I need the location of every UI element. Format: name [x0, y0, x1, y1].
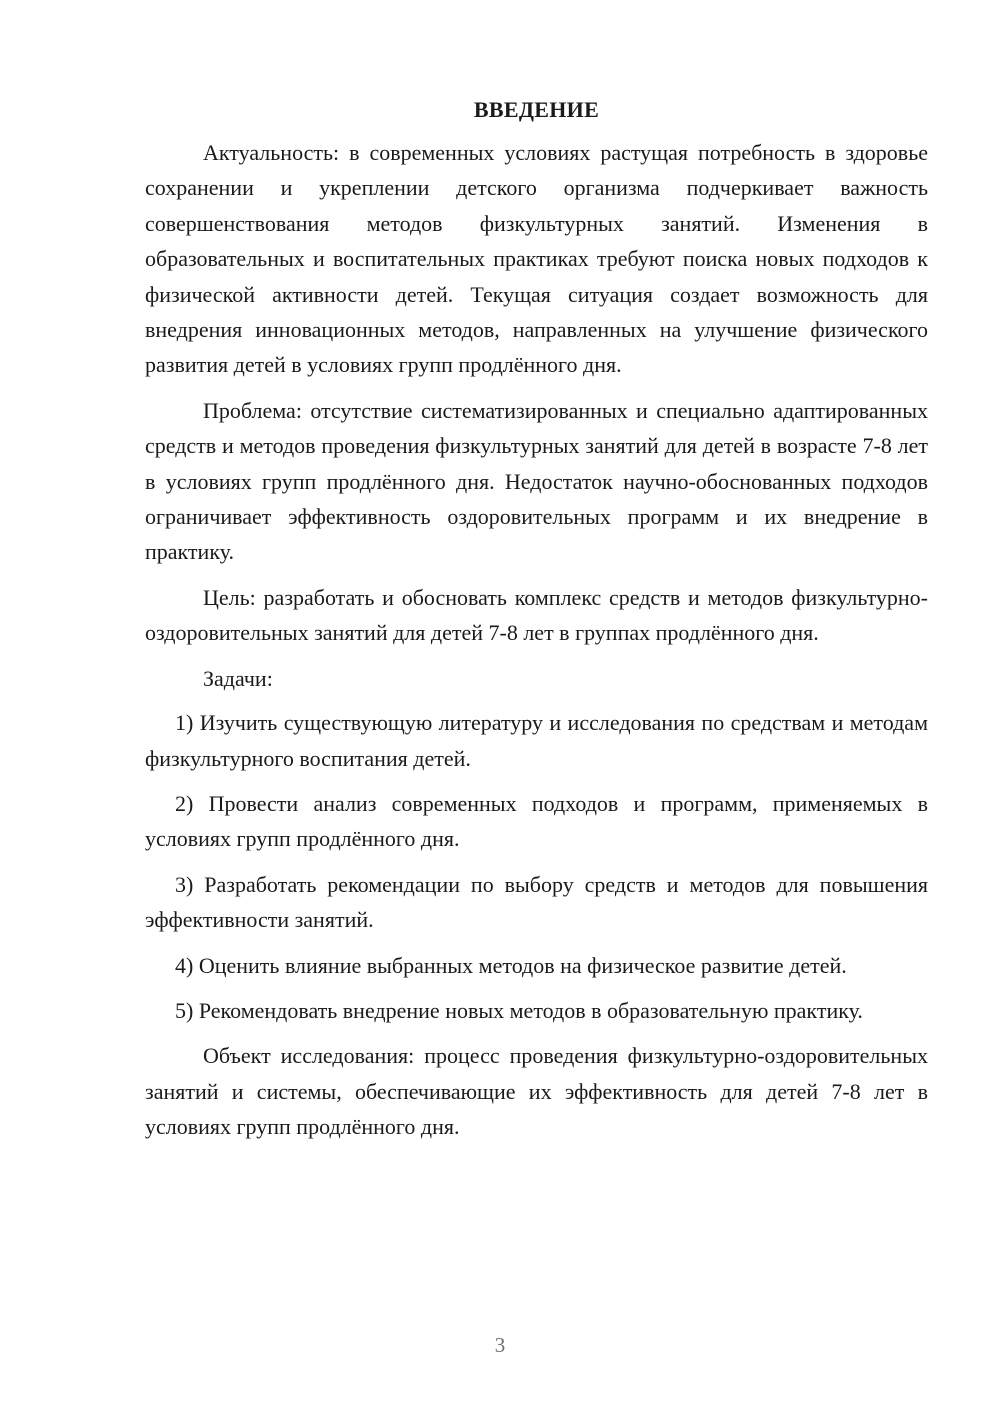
goal-paragraph: Цель: разработать и обосновать комплекс средств и методов физкультурно-оздоровительных занятий для детей 7-8 лет в группах продлённого дня. — [145, 584, 928, 646]
page-number: 3 — [494, 1333, 506, 1357]
object-paragraph: Объект исследования: процесс проведения физкультурно-оздоровительных занятий и системы, обеспечивающие их эффективность для детей 7-8 лет в условиях групп продлённого дня. — [145, 1043, 928, 1140]
problem-paragraph: Проблема: отсутствие систематизированных и специально адаптированных средств и методов проведения физкультурных занятий для детей в возрасте 7-8 лет в условиях групп продлённого дня. Недостаток научно-обоснованных подходов ограничивает эффективность оздоровительных программ и их внедрение в практику. — [145, 397, 928, 565]
task-item: 3) Разработать рекомендации по выбору средств и методов для повышения эффективности занятий. — [145, 871, 928, 933]
task-item: 2) Провести анализ современных подходов и программ, применяемых в условиях групп продлённого дня. — [145, 790, 928, 852]
task-item: 5) Рекомендовать внедрение новых методов в образовательную практику. — [175, 997, 863, 1023]
tasks-header: Задачи: — [203, 665, 273, 691]
task-item: 1) Изучить существующую литературу и исследования по средствам и методам физкультурного воспитания детей. — [145, 710, 928, 771]
document-page — [145, 92, 928, 1155]
task-item: 4) Оценить влияние выбранных методов на физическое развитие детей. — [175, 952, 847, 978]
section-title: ВВЕДЕНИЕ — [473, 97, 600, 122]
relevance-paragraph: Актуальность: в современных условиях растущая потребность в здоровье сохранении и укреплении детского организма подчеркивает важность совершенствования методов физкультурных занятий. Изменения в образовательных и воспитательных практиках требуют поиска новых подходов к физической активности детей. Текущая ситуация создает возможность для внедрения инновационных методов, направленных на улучшение физического развития детей в условиях групп продлённого дня. — [145, 140, 928, 378]
